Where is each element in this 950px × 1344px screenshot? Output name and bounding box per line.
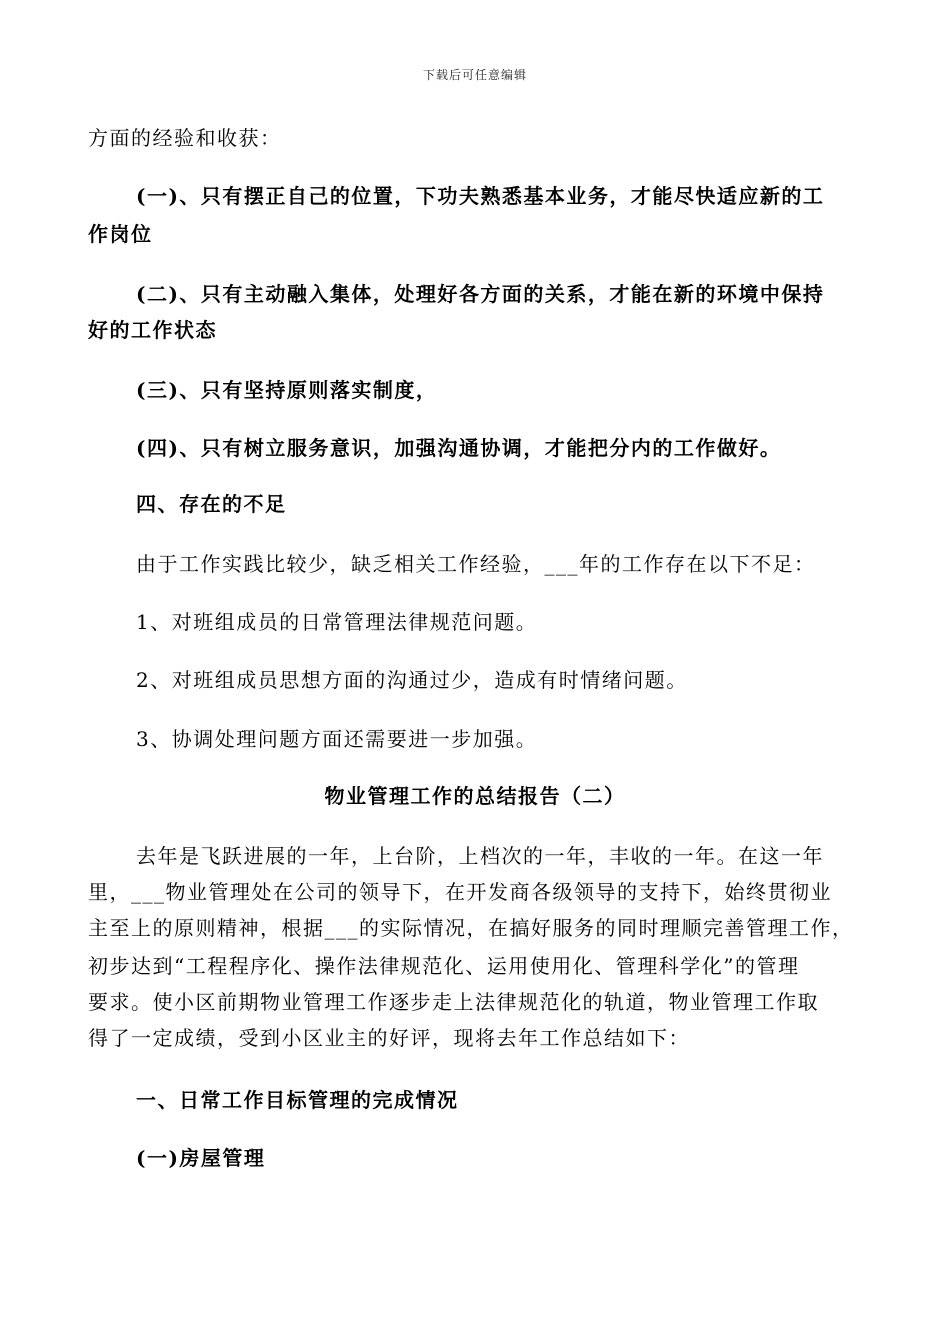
paragraph-line-1: 去年是飞跃进展的一年，上台阶，上档次的一年，丰收的一年。在这一年 xyxy=(136,844,824,868)
shortcomings-intro: 由于工作实践比较少，缺乏相关工作经验，___年的工作存在以下不足： xyxy=(136,552,816,576)
list-item-2-line-2: 好的工作状态 xyxy=(88,318,217,342)
paragraph-line-2: 里，___物业管理处在公司的领导下，在开发商各级领导的支持下，始终贯彻业 xyxy=(88,880,832,904)
list-item-4: (四)、只有树立服务意识，加强沟通协调，才能把分内的工作做好。 xyxy=(136,436,782,460)
paragraph-line-3: 主至上的原则精神，根据___的实际情况，在搞好服务的同时理顺完善管理工作， xyxy=(88,916,854,940)
intro-tail-line: 方面的经验和收获： xyxy=(88,126,282,150)
shortcoming-point-3: 3、协调处理问题方面还需要进一步加强。 xyxy=(136,727,538,751)
list-item-1-line-2: 作岗位 xyxy=(88,222,153,246)
list-item-2-line-1: (二)、只有主动融入集体，处理好各方面的关系，才能在新的环境中保持 xyxy=(136,282,825,306)
section-heading-daily-work: 一、日常工作目标管理的完成情况 xyxy=(136,1088,459,1112)
report-title: 物业管理工作的总结报告（二） xyxy=(324,784,626,808)
header-note: 下载后可任意编辑 xyxy=(422,68,527,82)
section-heading-shortcomings: 四、存在的不足 xyxy=(136,492,287,516)
paragraph-line-4: 初步达到“工程程序化、操作法律规范化、运用使用化、管理科学化”的管理 xyxy=(88,954,800,978)
shortcoming-point-2: 2、对班组成员思想方面的沟通过少，造成有时情绪问题。 xyxy=(136,668,688,692)
list-item-3: (三)、只有坚持原则落实制度， xyxy=(136,378,438,402)
list-item-1-line-1: (一)、只有摆正自己的位置，下功夫熟悉基本业务，才能尽快适应新的工 xyxy=(136,184,825,208)
subheading-housing-management: (一)房屋管理 xyxy=(136,1146,266,1170)
paragraph-line-5: 要求。使小区前期物业管理工作逐步走上法律规范化的轨道，物业管理工作取 xyxy=(88,990,819,1014)
shortcoming-point-1: 1、对班组成员的日常管理法律规范问题。 xyxy=(136,610,538,634)
paragraph-line-6: 得了一定成绩，受到小区业主的好评，现将去年工作总结如下： xyxy=(88,1026,690,1050)
